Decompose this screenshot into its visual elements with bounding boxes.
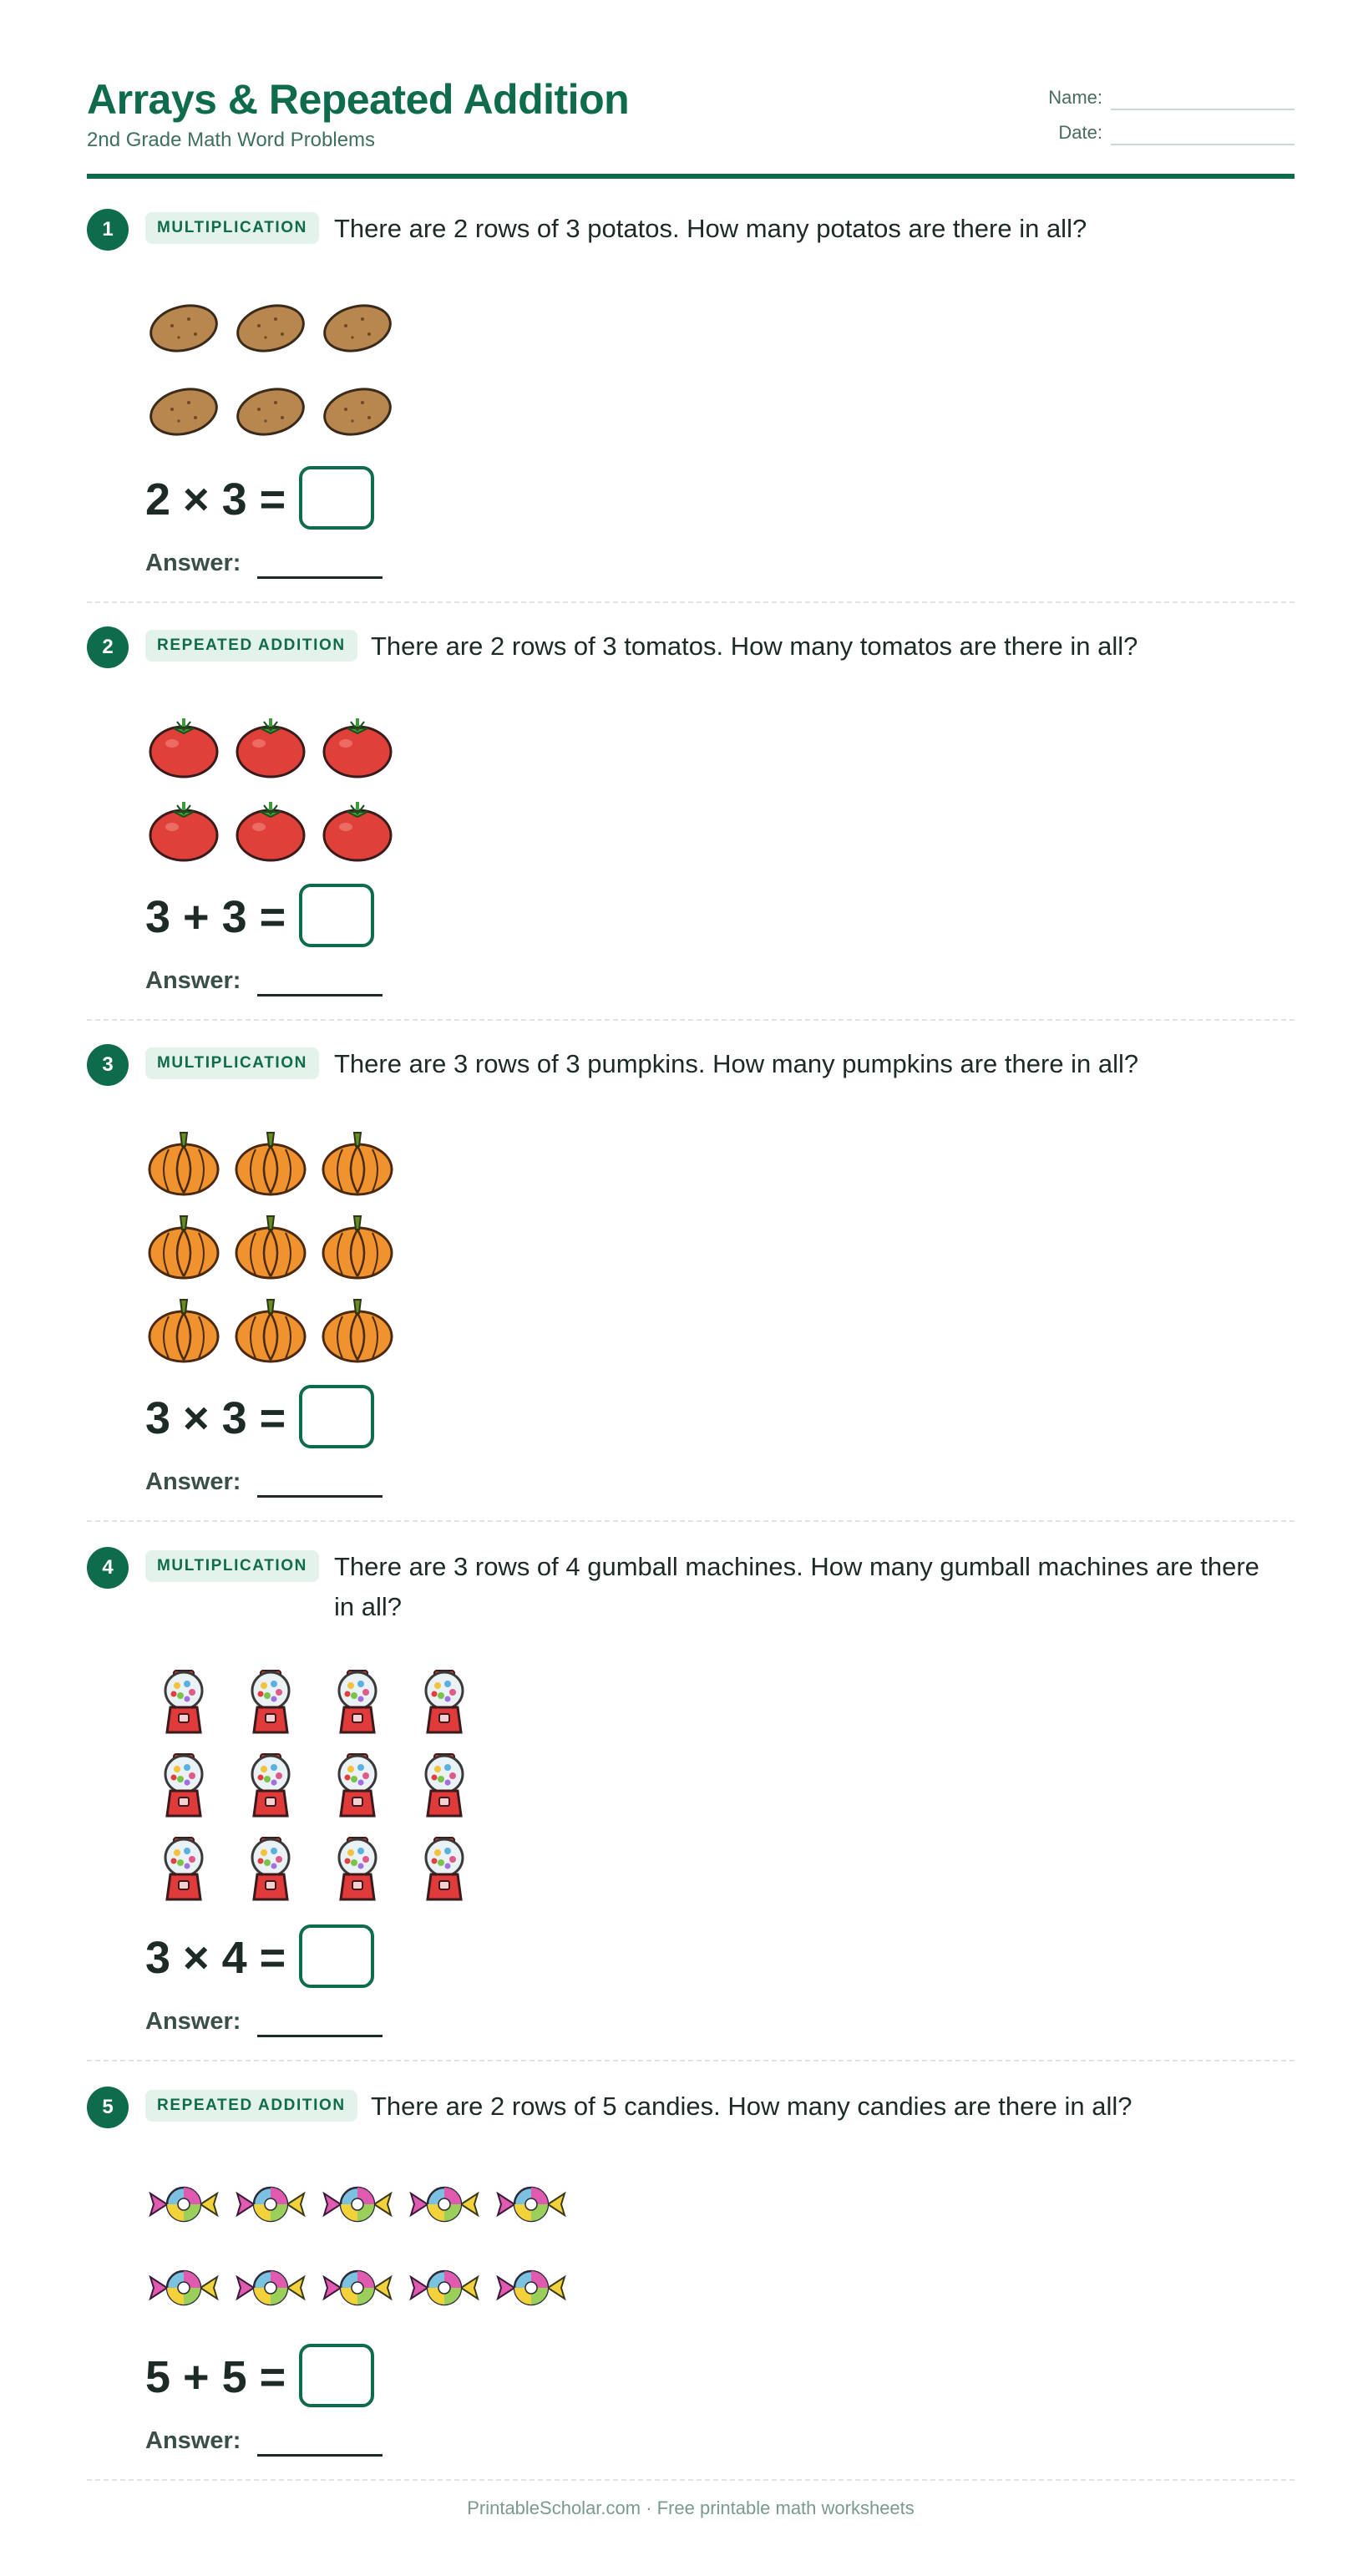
tomato-icon xyxy=(232,708,309,780)
problem-type-badge: REPEATED ADDITION xyxy=(145,630,357,662)
potato-icon xyxy=(145,374,222,446)
problem-type-badge: MULTIPLICATION xyxy=(145,1047,319,1079)
gumball-machine-icon xyxy=(319,1749,396,1821)
pumpkin-icon xyxy=(232,1293,309,1365)
problem-type-badge: REPEATED ADDITION xyxy=(145,2090,357,2122)
problem-type-badge: MULTIPLICATION xyxy=(145,1550,319,1582)
pumpkin-icon xyxy=(319,1209,396,1281)
problem-1 xyxy=(87,209,1295,603)
problem-question: There are 3 rows of 3 pumpkins. How many pumpkins are there in all? xyxy=(334,1049,1139,1078)
answer-label: Answer: xyxy=(145,550,241,576)
gumball-machine-icon xyxy=(319,1666,396,1737)
gumball-machine-icon xyxy=(406,1833,483,1904)
equation-text: 5 + 5 = xyxy=(145,2352,286,2402)
problem-question: There are 2 rows of 3 tomatos. How many tomatos are there in all? xyxy=(371,631,1138,661)
pumpkin-icon xyxy=(319,1293,396,1365)
problem-question: There are 2 rows of 3 potatos. How many potatos are there in all? xyxy=(334,214,1087,243)
candy-icon xyxy=(406,2252,483,2324)
answer-line[interactable] xyxy=(257,1495,383,1498)
problem-4 xyxy=(87,1547,1295,2061)
candy-icon xyxy=(319,2168,396,2240)
problem-type-badge: MULTIPLICATION xyxy=(145,212,319,244)
candy-icon xyxy=(145,2168,222,2240)
worksheet-page xyxy=(87,0,1295,2576)
candy-icon xyxy=(493,2168,570,2240)
gumball-machine-icon xyxy=(145,1666,222,1737)
equation-text: 2 × 3 = xyxy=(145,474,286,525)
tomato-icon xyxy=(145,792,222,864)
equation-text: 3 + 3 = xyxy=(145,892,286,942)
gumball-machine-icon xyxy=(232,1749,309,1821)
candy-icon xyxy=(493,2252,570,2324)
problem-number: 3 xyxy=(87,1044,129,1086)
candy-icon xyxy=(232,2168,309,2240)
problem-5 xyxy=(87,2087,1295,2481)
problem-number: 4 xyxy=(87,1547,129,1589)
equation-answer-box[interactable] xyxy=(299,1924,374,1988)
date-field[interactable] xyxy=(1019,120,1295,145)
pumpkin-icon xyxy=(145,1126,222,1198)
problem-question: There are 2 rows of 5 candies. How many candies are there in all? xyxy=(371,2092,1132,2121)
answer-label: Answer: xyxy=(145,2427,241,2454)
tomato-icon xyxy=(232,792,309,864)
equation-answer-box[interactable] xyxy=(299,884,374,947)
worksheet-header xyxy=(87,72,1295,179)
gumball-machine-icon xyxy=(145,1749,222,1821)
page-footer: PrintableScholar.com · Free printable math worksheets xyxy=(467,2497,915,2518)
potato-icon xyxy=(232,291,309,363)
page-title: Arrays & Repeated Addition xyxy=(87,76,630,123)
page-subtitle: 2nd Grade Math Word Problems xyxy=(87,129,376,151)
equation-text: 3 × 3 = xyxy=(145,1393,286,1443)
name-label: Name: xyxy=(1048,87,1102,108)
problem-number: 1 xyxy=(87,209,129,251)
answer-line[interactable] xyxy=(257,994,383,996)
potato-icon xyxy=(145,291,222,363)
gumball-machine-icon xyxy=(406,1666,483,1737)
answer-label: Answer: xyxy=(145,967,241,994)
answer-label: Answer: xyxy=(145,2008,241,2035)
pumpkin-icon xyxy=(232,1126,309,1198)
potato-icon xyxy=(319,374,396,446)
potato-icon xyxy=(232,374,309,446)
equation-text: 3 × 4 = xyxy=(145,1933,286,1983)
answer-line[interactable] xyxy=(257,2454,383,2457)
problem-number: 2 xyxy=(87,626,129,668)
pumpkin-icon xyxy=(145,1293,222,1365)
pumpkin-icon xyxy=(145,1209,222,1281)
pumpkin-icon xyxy=(319,1126,396,1198)
date-label: Date: xyxy=(1058,122,1102,143)
equation-answer-box[interactable] xyxy=(299,1385,374,1448)
name-field[interactable] xyxy=(1019,85,1295,110)
problem-number: 5 xyxy=(87,2087,129,2128)
pumpkin-icon xyxy=(232,1209,309,1281)
gumball-machine-icon xyxy=(232,1666,309,1737)
tomato-icon xyxy=(319,708,396,780)
name-line[interactable] xyxy=(1111,109,1295,110)
gumball-machine-icon xyxy=(406,1749,483,1821)
date-line[interactable] xyxy=(1111,144,1295,145)
candy-icon xyxy=(232,2252,309,2324)
candy-icon xyxy=(406,2168,483,2240)
problem-3 xyxy=(87,1044,1295,1522)
tomato-icon xyxy=(319,792,396,864)
answer-line[interactable] xyxy=(257,576,383,579)
answer-line[interactable] xyxy=(257,2035,383,2037)
candy-icon xyxy=(319,2252,396,2324)
equation-answer-box[interactable] xyxy=(299,466,374,530)
gumball-machine-icon xyxy=(232,1833,309,1904)
problem-2 xyxy=(87,626,1295,1021)
gumball-machine-icon xyxy=(319,1833,396,1904)
tomato-icon xyxy=(145,708,222,780)
equation-answer-box[interactable] xyxy=(299,2344,374,2407)
gumball-machine-icon xyxy=(145,1833,222,1904)
potato-icon xyxy=(319,291,396,363)
problem-question: There are 3 rows of 4 gumball machines. How many gumball machines are there in all? xyxy=(334,1552,1259,1621)
candy-icon xyxy=(145,2252,222,2324)
answer-label: Answer: xyxy=(145,1468,241,1495)
